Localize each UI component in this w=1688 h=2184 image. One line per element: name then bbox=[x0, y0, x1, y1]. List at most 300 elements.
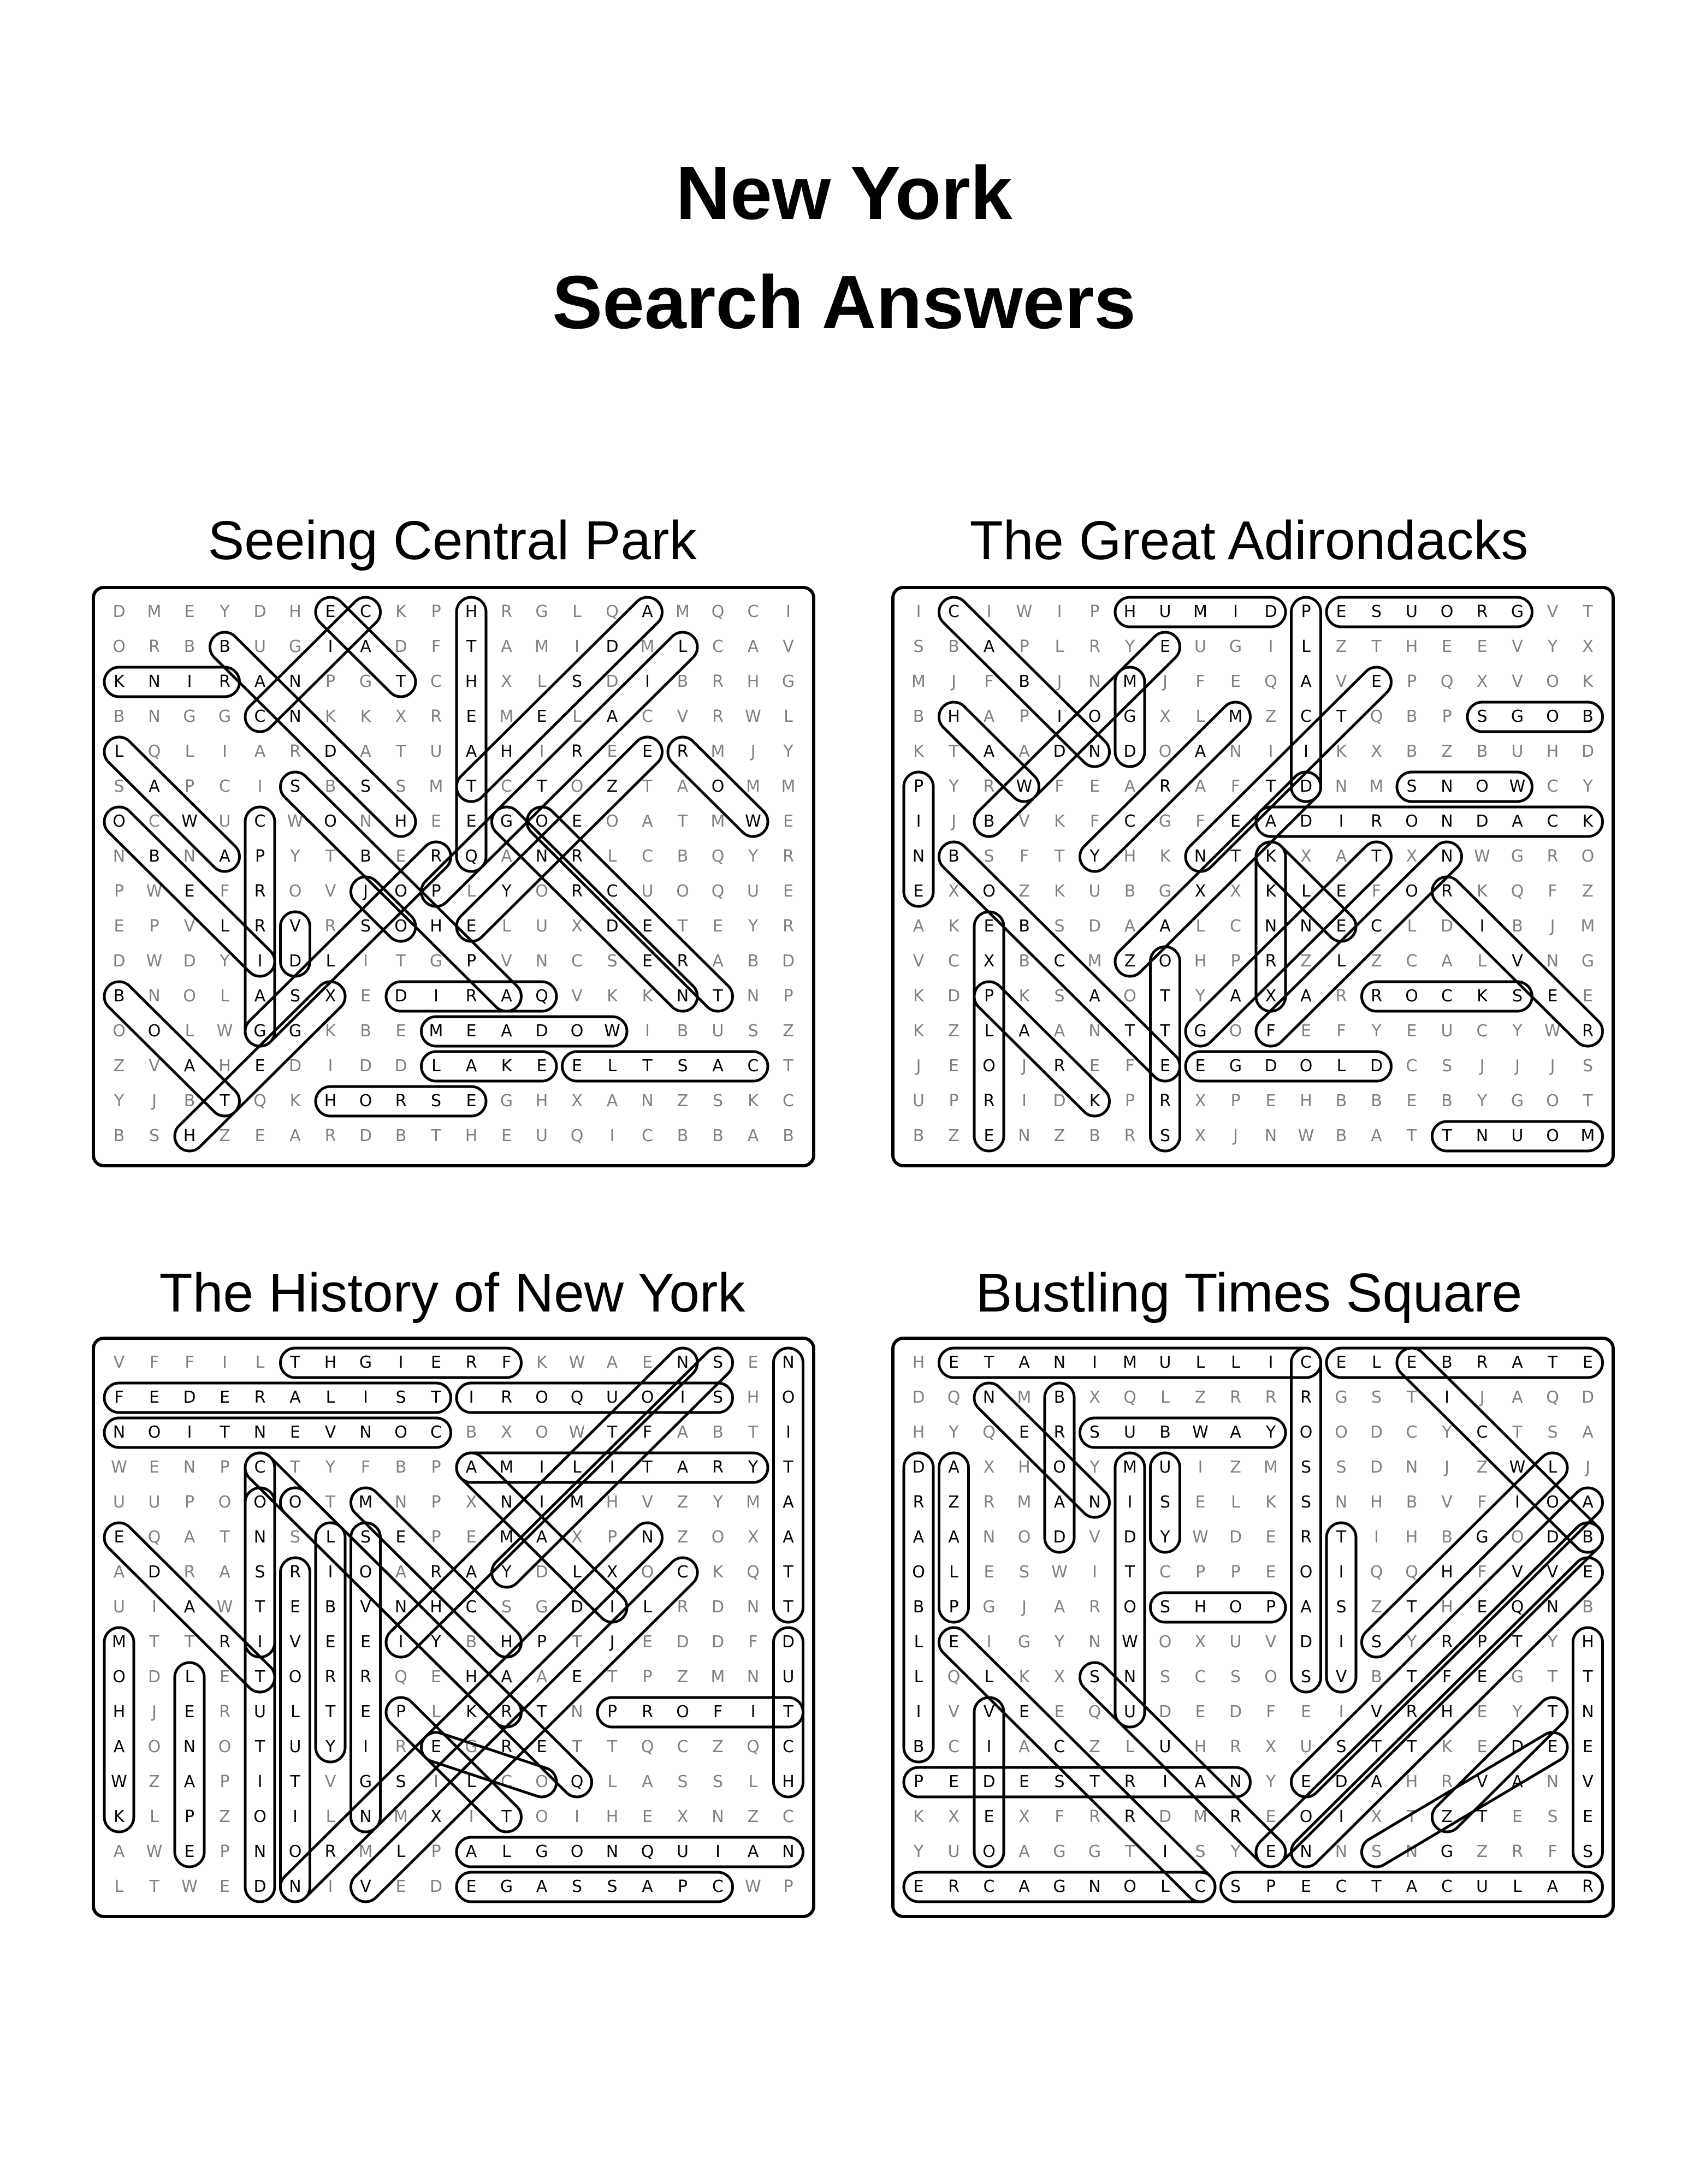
grid-letter: S bbox=[1230, 1667, 1241, 1687]
grid-letter: T bbox=[1265, 777, 1276, 796]
grid-letter: L bbox=[1195, 1353, 1205, 1372]
grid-letter: E bbox=[466, 917, 477, 936]
grid-letter: D bbox=[183, 952, 196, 971]
grid-letter: F bbox=[642, 1423, 653, 1442]
grid-letter: E bbox=[1160, 637, 1170, 656]
grid-letter: N bbox=[1088, 1493, 1101, 1512]
grid-letter: O bbox=[359, 1091, 372, 1111]
grid-letter: W bbox=[604, 1022, 620, 1041]
grid-letter: J bbox=[1163, 672, 1168, 691]
grid-letter: U bbox=[289, 1737, 301, 1756]
grid-letter: F bbox=[1548, 1842, 1557, 1861]
puzzle-central-park bbox=[92, 586, 815, 1167]
grid-letter: A bbox=[183, 1772, 196, 1791]
grid-letter: Q bbox=[1123, 1388, 1136, 1407]
grid-letter: B bbox=[1512, 917, 1523, 936]
grid-letter: D bbox=[947, 987, 961, 1006]
grid-letter: E bbox=[1195, 1702, 1206, 1722]
grid-letter: Y bbox=[783, 742, 793, 761]
grid-letter: N bbox=[1194, 847, 1207, 866]
grid-letter: F bbox=[1019, 847, 1029, 866]
grid-letter: O bbox=[1546, 707, 1559, 726]
grid-letter: A bbox=[747, 1126, 759, 1146]
grid-letter: P bbox=[431, 882, 441, 901]
grid-letter: O bbox=[982, 1057, 996, 1076]
grid-letter: Y bbox=[1089, 1458, 1100, 1477]
grid-letter: Y bbox=[1512, 1022, 1523, 1041]
grid-letter: T bbox=[607, 1737, 618, 1756]
grid-letter: R bbox=[465, 987, 477, 1006]
grid-letter: M bbox=[499, 1528, 514, 1547]
grid-letter: S bbox=[1159, 1598, 1171, 1617]
grid-letter: C bbox=[1406, 1057, 1418, 1076]
grid-letter: Q bbox=[570, 1126, 584, 1146]
grid-letter: D bbox=[112, 602, 126, 621]
grid-letter: F bbox=[431, 637, 441, 656]
grid-letter: E bbox=[466, 812, 477, 831]
grid-letter: T bbox=[254, 1667, 265, 1687]
grid-letter: O bbox=[570, 777, 584, 796]
grid-letter: X bbox=[1194, 1126, 1206, 1146]
grid-letter: A bbox=[677, 1423, 689, 1442]
grid-letter: X bbox=[501, 672, 512, 691]
grid-letter: E bbox=[184, 1842, 195, 1861]
grid-letter: T bbox=[1371, 637, 1382, 656]
page-title-line-2: Search Answers bbox=[552, 260, 1136, 345]
grid-letter: N bbox=[359, 1807, 372, 1826]
grid-letter: F bbox=[360, 1458, 371, 1477]
grid-letter: I bbox=[257, 777, 263, 796]
grid-letter: N bbox=[747, 987, 760, 1006]
grid-letter: C bbox=[501, 1772, 512, 1791]
grid-letter: W bbox=[1192, 1423, 1209, 1442]
grid-letter: R bbox=[219, 672, 230, 691]
grid-letter: U bbox=[1159, 602, 1171, 621]
grid-letter: P bbox=[913, 777, 924, 796]
grid-letter: Z bbox=[677, 1667, 689, 1687]
grid-letter: D bbox=[394, 987, 407, 1006]
grid-letter: F bbox=[1195, 812, 1205, 831]
grid-letter: V bbox=[677, 707, 689, 726]
grid-letter: O bbox=[1546, 672, 1559, 691]
grid-letter: D bbox=[535, 1563, 548, 1582]
grid-letter: E bbox=[1371, 672, 1382, 691]
grid-letter: M bbox=[1369, 777, 1384, 796]
grid-letter: F bbox=[984, 672, 994, 691]
grid-letter: R bbox=[1230, 1388, 1241, 1407]
grid-letter: H bbox=[324, 1353, 337, 1372]
grid-letter: B bbox=[1476, 742, 1488, 761]
grid-letter: X bbox=[465, 1493, 477, 1512]
grid-letter: I bbox=[152, 1598, 157, 1617]
grid-letter: L bbox=[949, 1563, 958, 1582]
grid-letter: E bbox=[984, 917, 994, 936]
grid-letter: Q bbox=[982, 1423, 996, 1442]
grid-letter: D bbox=[253, 602, 266, 621]
grid-letter: T bbox=[1124, 1563, 1135, 1582]
grid-letter: T bbox=[254, 1737, 265, 1756]
grid-letter: X bbox=[1018, 1807, 1030, 1826]
grid-letter: S bbox=[114, 777, 125, 796]
grid-letter: I bbox=[645, 672, 650, 691]
grid-letter: A bbox=[712, 1057, 724, 1076]
grid-letter: R bbox=[501, 602, 512, 621]
grid-letter: E bbox=[1265, 1563, 1276, 1582]
grid-letter: I bbox=[609, 1458, 615, 1477]
grid-letter: D bbox=[112, 952, 126, 971]
grid-letter: P bbox=[913, 1772, 924, 1791]
grid-letter: F bbox=[149, 1353, 159, 1372]
grid-letter: N bbox=[1053, 1353, 1066, 1372]
grid-letter: L bbox=[1407, 917, 1417, 936]
grid-letter: R bbox=[1371, 987, 1382, 1006]
grid-letter: E bbox=[184, 1702, 195, 1722]
grid-letter: N bbox=[253, 1423, 266, 1442]
grid-letter: S bbox=[1336, 1598, 1347, 1617]
grid-letter: D bbox=[1299, 812, 1313, 831]
grid-letter: M bbox=[911, 672, 926, 691]
grid-letter: C bbox=[1406, 952, 1418, 971]
grid-letter: G bbox=[1158, 812, 1172, 831]
grid-letter: Q bbox=[711, 882, 725, 901]
grid-letter: V bbox=[289, 1633, 301, 1652]
grid-letter: H bbox=[218, 1057, 231, 1076]
grid-letter: O bbox=[1476, 777, 1489, 796]
grid-letter: H bbox=[912, 1353, 925, 1372]
grid-letter: W bbox=[745, 1877, 761, 1896]
grid-letter: D bbox=[606, 917, 619, 936]
grid-letter: S bbox=[1018, 1563, 1030, 1582]
grid-letter: E bbox=[949, 1772, 959, 1791]
grid-letter: P bbox=[431, 1493, 441, 1512]
grid-letter: K bbox=[642, 987, 653, 1006]
grid-letter: S bbox=[289, 777, 301, 796]
grid-letter: V bbox=[1512, 1563, 1523, 1582]
grid-letter: A bbox=[113, 1563, 125, 1582]
grid-letter: W bbox=[146, 1842, 163, 1861]
grid-letter: Z bbox=[948, 1126, 960, 1146]
grid-letter: N bbox=[1264, 917, 1277, 936]
grid-letter: D bbox=[570, 1598, 584, 1617]
puzzle-times-square bbox=[891, 1337, 1615, 1918]
grid-letter: A bbox=[1512, 1772, 1523, 1791]
grid-letter: R bbox=[948, 1877, 960, 1896]
grid-letter: C bbox=[642, 847, 653, 866]
grid-letter: G bbox=[1229, 1057, 1242, 1076]
grid-letter: D bbox=[394, 637, 407, 656]
grid-letter: R bbox=[183, 1563, 196, 1582]
grid-letter: Z bbox=[677, 1091, 689, 1111]
grid-letter: E bbox=[1230, 672, 1241, 691]
grid-letter: T bbox=[783, 1598, 793, 1617]
grid-letter: Z bbox=[1300, 952, 1312, 971]
grid-letter: X bbox=[1371, 1807, 1382, 1826]
grid-letter: Z bbox=[1265, 707, 1277, 726]
grid-letter: N bbox=[359, 1423, 372, 1442]
grid-letter: V bbox=[1582, 1772, 1594, 1791]
grid-letter: E bbox=[1336, 1353, 1347, 1372]
grid-letter: V bbox=[1476, 1772, 1488, 1791]
grid-letter: I bbox=[986, 1633, 992, 1652]
grid-letter: A bbox=[1512, 1388, 1523, 1407]
grid-letter: C bbox=[948, 952, 960, 971]
grid-letter: G bbox=[1053, 1842, 1066, 1861]
grid-letter: Y bbox=[713, 1493, 723, 1512]
grid-letter: N bbox=[1264, 1126, 1277, 1146]
grid-letter: R bbox=[1265, 952, 1277, 971]
grid-letter: I bbox=[328, 1563, 333, 1582]
grid-letter: R bbox=[642, 1702, 653, 1722]
grid-letter: E bbox=[1442, 637, 1452, 656]
grid-letter: U bbox=[536, 917, 548, 936]
grid-letter: A bbox=[606, 1091, 618, 1111]
grid-letter: N bbox=[1476, 1126, 1489, 1146]
grid-letter: A bbox=[1159, 917, 1171, 936]
grid-letter: J bbox=[1479, 1057, 1485, 1076]
grid-letter: L bbox=[466, 882, 476, 901]
grid-letter: Y bbox=[1547, 1633, 1558, 1652]
grid-letter: T bbox=[290, 1458, 300, 1477]
grid-letter: T bbox=[325, 1702, 336, 1722]
grid-letter: A bbox=[712, 952, 724, 971]
grid-letter: I bbox=[986, 602, 992, 621]
grid-letter: K bbox=[1336, 742, 1347, 761]
grid-letter: W bbox=[111, 1772, 127, 1791]
grid-letter: L bbox=[607, 847, 617, 866]
grid-letter: N bbox=[912, 847, 925, 866]
grid-letter: Z bbox=[149, 1772, 160, 1791]
grid-letter: G bbox=[359, 672, 372, 691]
grid-letter: L bbox=[1231, 1353, 1240, 1372]
grid-letter: O bbox=[1264, 1667, 1277, 1687]
grid-letter: I bbox=[1092, 1353, 1097, 1372]
grid-letter: D bbox=[1546, 1528, 1559, 1547]
grid-letter: M bbox=[746, 777, 760, 796]
grid-letter: K bbox=[712, 1563, 724, 1582]
grid-letter: D bbox=[324, 742, 337, 761]
grid-letter: X bbox=[1371, 742, 1382, 761]
grid-letter: A bbox=[1018, 1022, 1030, 1041]
grid-letter: R bbox=[254, 917, 266, 936]
grid-letter: R bbox=[571, 882, 583, 901]
grid-letter: D bbox=[1158, 1702, 1172, 1722]
grid-letter: G bbox=[500, 1091, 513, 1111]
grid-letter: V bbox=[289, 917, 301, 936]
grid-letter: L bbox=[1336, 1057, 1346, 1076]
grid-letter: N bbox=[148, 707, 161, 726]
puzzle-frame bbox=[92, 586, 815, 1167]
grid-letter: X bbox=[571, 1091, 583, 1111]
grid-letter: E bbox=[149, 1388, 159, 1407]
grid-letter: O bbox=[147, 1737, 161, 1756]
grid-letter: T bbox=[1160, 987, 1170, 1006]
grid-letter: S bbox=[712, 1388, 724, 1407]
grid-letter: W bbox=[745, 812, 761, 831]
grid-letter: O bbox=[253, 1807, 266, 1826]
grid-letter: I bbox=[786, 602, 791, 621]
grid-letter: Z bbox=[219, 1126, 230, 1146]
grid-letter: R bbox=[1089, 1807, 1100, 1826]
grid-letter: A bbox=[501, 1022, 512, 1041]
grid-letter: N bbox=[289, 1877, 301, 1896]
grid-letter: O bbox=[218, 1493, 232, 1512]
grid-letter: T bbox=[1089, 1772, 1100, 1791]
grid-letter: O bbox=[1158, 1633, 1172, 1652]
grid-letter: L bbox=[325, 952, 335, 971]
grid-letter: Z bbox=[606, 777, 618, 796]
grid-letter: Y bbox=[1265, 1772, 1276, 1791]
grid-letter: K bbox=[466, 1702, 477, 1722]
grid-letter: C bbox=[1547, 777, 1559, 796]
grid-letter: R bbox=[501, 1388, 512, 1407]
grid-letter: C bbox=[1230, 917, 1241, 936]
grid-letter: D bbox=[1370, 1057, 1383, 1076]
grid-letter: G bbox=[1581, 952, 1595, 971]
grid-letter: L bbox=[185, 1667, 194, 1687]
grid-letter: R bbox=[983, 1493, 995, 1512]
grid-letter: R bbox=[1441, 1633, 1453, 1652]
grid-letter: T bbox=[149, 1877, 159, 1896]
grid-letter: G bbox=[500, 812, 513, 831]
grid-letter: O bbox=[535, 812, 548, 831]
grid-letter: S bbox=[712, 1091, 724, 1111]
grid-letter: M bbox=[112, 1633, 126, 1652]
grid-letter: J bbox=[1022, 1598, 1027, 1617]
grid-letter: E bbox=[501, 1126, 512, 1146]
grid-letter: Y bbox=[949, 777, 959, 796]
grid-letter: R bbox=[1124, 1126, 1136, 1146]
grid-letter: L bbox=[1195, 707, 1205, 726]
grid-letter: O bbox=[570, 1842, 584, 1861]
grid-letter: N bbox=[1088, 1633, 1101, 1652]
grid-letter: N bbox=[253, 1842, 266, 1861]
grid-letter: Q bbox=[535, 987, 548, 1006]
grid-letter: C bbox=[1300, 1353, 1312, 1372]
grid-letter: G bbox=[982, 1598, 996, 1617]
grid-letter: V bbox=[360, 1877, 371, 1896]
grid-letter: F bbox=[1125, 1057, 1135, 1076]
grid-letter: F bbox=[1089, 812, 1100, 831]
grid-letter: Q bbox=[570, 1388, 584, 1407]
grid-letter: R bbox=[1265, 1388, 1277, 1407]
grid-letter: D bbox=[1088, 917, 1101, 936]
grid-letter: X bbox=[324, 987, 336, 1006]
puzzle-frame bbox=[891, 586, 1615, 1167]
grid-letter: I bbox=[1338, 1807, 1344, 1826]
grid-letter: I bbox=[1268, 637, 1274, 656]
grid-letter: E bbox=[1547, 987, 1558, 1006]
grid-letter: H bbox=[112, 1702, 126, 1722]
grid-letter: E bbox=[1512, 1807, 1523, 1826]
grid-letter: O bbox=[535, 1388, 548, 1407]
grid-letter: O bbox=[1335, 1423, 1348, 1442]
grid-letter: A bbox=[1018, 1353, 1030, 1372]
grid-letter: C bbox=[254, 812, 266, 831]
grid-letter: X bbox=[983, 952, 995, 971]
grid-letter: J bbox=[1057, 672, 1062, 691]
grid-letter: G bbox=[1511, 1667, 1524, 1687]
grid-letter: C bbox=[1124, 812, 1136, 831]
grid-letter: H bbox=[1194, 1737, 1207, 1756]
grid-letter: Z bbox=[1441, 1807, 1453, 1826]
grid-letter: L bbox=[607, 1772, 617, 1791]
grid-letter: E bbox=[1160, 1057, 1170, 1076]
grid-letter: K bbox=[913, 1807, 924, 1826]
grid-letter: E bbox=[220, 1667, 230, 1687]
puzzle-title-adirondacks: The Great Adirondacks bbox=[969, 510, 1529, 571]
grid-letter: L bbox=[1055, 637, 1064, 656]
grid-letter: N bbox=[1335, 777, 1348, 796]
grid-letter: T bbox=[607, 1667, 618, 1687]
grid-letter: M bbox=[429, 1022, 443, 1041]
grid-letter: P bbox=[1195, 1563, 1206, 1582]
grid-letter: V bbox=[948, 1702, 960, 1722]
grid-letter: E bbox=[1583, 1807, 1593, 1826]
grid-letter: U bbox=[1476, 1877, 1488, 1896]
grid-letter: P bbox=[1230, 1091, 1241, 1111]
grid-letter: R bbox=[1406, 1702, 1418, 1722]
grid-letter: L bbox=[1372, 1353, 1381, 1372]
grid-letter: L bbox=[185, 742, 194, 761]
grid-letter: F bbox=[114, 1388, 124, 1407]
grid-letter: A bbox=[254, 742, 266, 761]
grid-letter: H bbox=[606, 1493, 619, 1512]
grid-letter: M bbox=[1580, 1126, 1595, 1146]
grid-letter: I bbox=[222, 1353, 227, 1372]
grid-letter: R bbox=[324, 1126, 336, 1146]
grid-letter: E bbox=[431, 812, 441, 831]
grid-letter: C bbox=[1159, 1563, 1171, 1582]
grid-letter: N bbox=[606, 1842, 619, 1861]
grid-letter: O bbox=[1158, 952, 1172, 971]
grid-letter: B bbox=[113, 987, 125, 1006]
grid-letter: I bbox=[609, 1598, 615, 1617]
grid-letter: H bbox=[1405, 637, 1418, 656]
grid-letter: R bbox=[983, 1091, 995, 1111]
grid-letter: M bbox=[499, 1458, 514, 1477]
grid-letter: I bbox=[187, 1423, 192, 1442]
grid-letter: L bbox=[572, 1458, 582, 1477]
grid-letter: V bbox=[1512, 672, 1523, 691]
grid-letter: A bbox=[254, 672, 266, 691]
grid-letter: S bbox=[430, 1091, 442, 1111]
grid-letter: P bbox=[184, 1807, 195, 1826]
grid-letter: B bbox=[1089, 1126, 1100, 1146]
grid-letter: C bbox=[1406, 1423, 1418, 1442]
grid-letter: H bbox=[465, 672, 478, 691]
grid-letter: E bbox=[572, 1057, 582, 1076]
grid-letter: U bbox=[1406, 602, 1418, 621]
grid-letter: M bbox=[1193, 1807, 1207, 1826]
grid-letter: B bbox=[983, 812, 995, 831]
grid-letter: O bbox=[676, 882, 689, 901]
grid-letter: M bbox=[746, 1493, 760, 1512]
grid-letter: S bbox=[1089, 1667, 1100, 1687]
grid-letter: S bbox=[1406, 777, 1417, 796]
grid-letter: L bbox=[150, 1807, 159, 1826]
grid-letter: D bbox=[535, 1022, 548, 1041]
grid-letter: Z bbox=[1089, 1737, 1100, 1756]
grid-letter: L bbox=[1125, 1737, 1135, 1756]
grid-letter: Y bbox=[748, 917, 759, 936]
grid-letter: H bbox=[912, 1423, 925, 1442]
grid-letter: Z bbox=[1371, 1598, 1382, 1617]
puzzle-title-history: The History of New York bbox=[159, 1262, 745, 1324]
grid-letter: E bbox=[1195, 1493, 1206, 1512]
grid-letter: C bbox=[677, 1737, 689, 1756]
grid-letter: B bbox=[677, 1022, 689, 1041]
grid-letter: E bbox=[466, 1877, 477, 1896]
